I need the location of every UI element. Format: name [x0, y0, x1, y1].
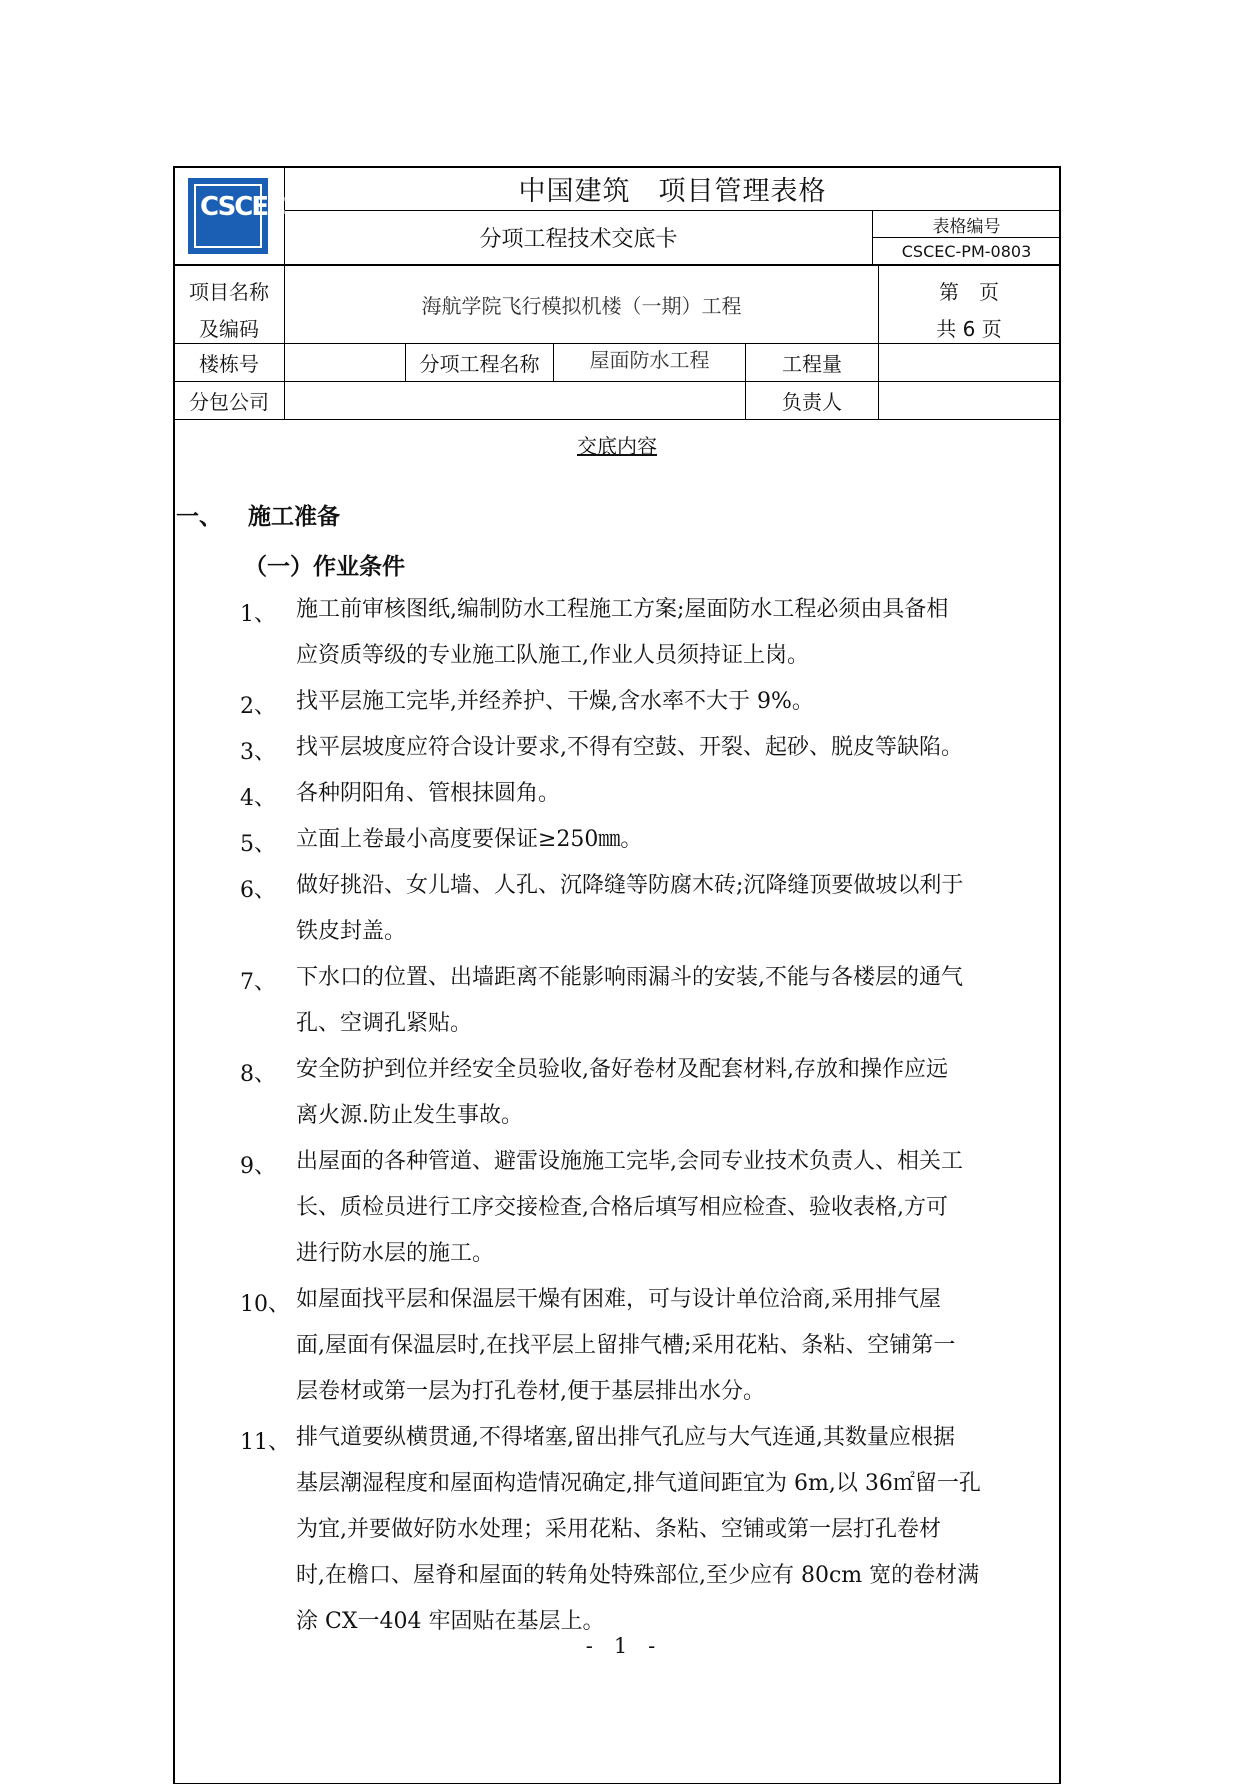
list-item-line: 进行防水层的施工。 — [296, 1241, 495, 1266]
list-item — [296, 771, 560, 817]
list-item-line: 施工前审核图纸,编制防水工程施工方案;屋面防水工程必须由具备相 — [296, 597, 949, 622]
list-item-line: 层卷材或第一层为打孔卷材,便于基层排出水分。 — [296, 1379, 765, 1404]
list-item-line: 长、质检员进行工序交接检查,合格后填写相应检查、验收表格,方可 — [296, 1195, 948, 1220]
list-item-line: 下水口的位置、出墙距离不能影响雨漏斗的安装,不能与各楼层的通气 — [296, 965, 963, 990]
list-item-line: 孔、空调孔紧贴。 — [296, 1011, 473, 1036]
quantity-label: 工程量 — [782, 352, 842, 376]
person-value — [879, 382, 1059, 419]
list-item — [296, 725, 963, 771]
subcontractor-label: 分包公司 — [189, 390, 269, 414]
list-item-line: 出屋面的各种管道、避雷设施施工完毕,会同专业技术负责人、相关工 — [296, 1149, 963, 1174]
list-item-number: 5、 — [240, 832, 276, 857]
list-item-number: 3、 — [240, 740, 276, 765]
list-item-line: 找平层坡度应符合设计要求,不得有空鼓、开裂、起砂、脱皮等缺陷。 — [296, 735, 963, 760]
list-item-line: 离火源.防止发生事故。 — [296, 1103, 523, 1128]
list-item-line: 应资质等级的专业施工队施工,作业人员须持证上岗。 — [296, 643, 809, 668]
list-item — [296, 1415, 981, 1645]
form-title: 中国建筑 项目管理表格 — [518, 176, 827, 207]
list-item-number: 7、 — [240, 970, 276, 995]
page-number: - 1 - — [585, 1634, 656, 1658]
form-number-label: 表格编号 — [932, 216, 1001, 237]
list-item-line: 排气道要纵横贯通,不得堵塞,留出排气孔应与大气连通,其数量应根据 — [296, 1425, 955, 1450]
list-item-line: 找平层施工完毕,并经养护、干燥,含水率不大于 9%。 — [296, 689, 814, 714]
subproject-label: 分项工程名称 — [419, 352, 540, 376]
list-item-number: 11、 — [240, 1430, 290, 1455]
list-item — [296, 817, 642, 863]
list-item-number: 10、 — [240, 1292, 290, 1317]
subcontractor-value — [285, 382, 745, 419]
list-item-line: 为宜,并要做好防水处理；采用花粘、条粘、空铺或第一层打孔卷材 — [296, 1517, 941, 1542]
list-item-number: 2、 — [240, 694, 276, 719]
list-item-line: 面,屋面有保温层时,在找平层上留排气槽;采用花粘、条粘、空铺第一 — [296, 1333, 956, 1358]
list-item — [296, 955, 963, 1047]
person-label: 负责人 — [782, 390, 842, 414]
project-name-value: 海航学院飞行模拟机楼（一期）工程 — [421, 294, 742, 318]
list-item — [296, 587, 948, 679]
building-label: 楼栋号 — [199, 352, 259, 376]
list-item-line: 各种阴阳角、管根抹圆角。 — [296, 781, 561, 806]
list-item-line: 基层潮湿程度和屋面构造情况确定,排气道间距宜为 6m,以 36㎡留一孔 — [296, 1471, 981, 1496]
company-logo — [188, 178, 285, 254]
list-item — [296, 1047, 948, 1139]
list-item — [296, 679, 814, 725]
list-item-line: 做好挑沿、女儿墙、人孔、沉降缝等防腐木砖;沉降缝顶要做坡以利于 — [296, 873, 964, 898]
quantity-value — [879, 344, 1059, 381]
subsection-title: （一）作业条件 — [244, 554, 405, 580]
content-heading: 交底内容 — [577, 434, 657, 458]
list-item-number: 8、 — [240, 1062, 276, 1087]
card-title: 分项工程技术交底卡 — [479, 227, 678, 252]
list-item — [296, 1277, 955, 1415]
list-item-line: 如屋面找平层和保温层干燥有困难，可与设计单位洽商,采用排气屋 — [296, 1287, 941, 1312]
subproject-value: 屋面防水工程 — [589, 348, 710, 372]
list-item — [296, 863, 963, 955]
form-number: CSCEC-PM-0803 — [901, 241, 1032, 261]
list-item — [296, 1139, 963, 1277]
list-item-line: 涂 CX一404 牢固贴在基层上。 — [296, 1609, 605, 1634]
list-item-number: 4、 — [240, 786, 276, 811]
list-item-number: 6、 — [240, 878, 276, 903]
list-item-number: 1、 — [240, 602, 276, 627]
building-value — [285, 344, 405, 381]
page-indicator: 第 页 共 6 页 — [936, 280, 1002, 341]
list-item-line: 立面上卷最小高度要保证≥250㎜。 — [296, 827, 643, 852]
list-item-line: 时,在檐口、屋脊和屋面的转角处特殊部位,至少应有 80cm 宽的卷材满 — [296, 1563, 980, 1588]
project-name-label: 项目名称 及编码 — [189, 280, 269, 341]
list-item-line: 铁皮封盖。 — [296, 919, 407, 944]
list-item-line: 安全防护到位并经安全员验收,备好卷材及配套材料,存放和操作应远 — [296, 1057, 948, 1082]
section-title: 施工准备 — [248, 504, 340, 530]
section-number: 一、 — [176, 504, 222, 530]
list-item-number: 9、 — [240, 1154, 276, 1179]
logo-letters: CSCEC — [200, 192, 285, 222]
